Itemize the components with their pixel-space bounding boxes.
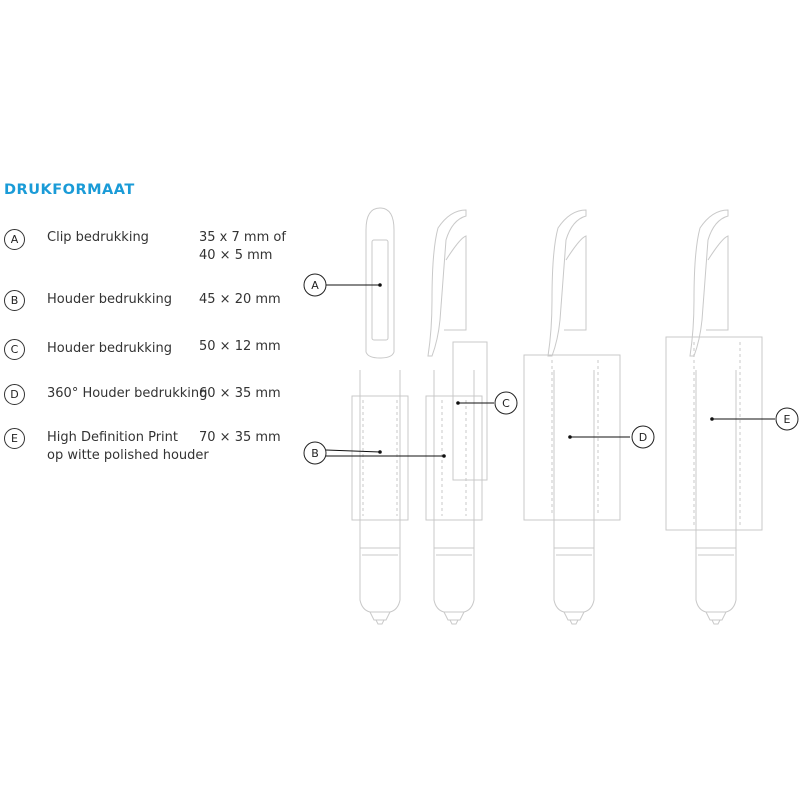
section-title: DRUKFORMAAT — [4, 182, 135, 198]
clip-print-area-a — [372, 240, 388, 340]
pen-side-illustration-d — [524, 210, 620, 624]
legend-size-line2: 40 × 5 mm — [199, 248, 273, 263]
callout-label-d: D — [638, 431, 648, 444]
legend-label: Clip bedrukking — [47, 230, 149, 245]
callout-label-b: B — [311, 447, 319, 460]
legend-badge: E — [4, 428, 25, 449]
legend-badge: A — [4, 229, 25, 250]
legend-size: 50 × 12 mm — [199, 339, 281, 354]
pen-side-illustration-bc — [426, 210, 487, 624]
legend-badge: C — [4, 339, 25, 360]
legend-size: 60 × 35 mm — [199, 386, 281, 401]
pen-front-illustration — [352, 208, 408, 624]
print-area-e — [666, 337, 762, 530]
legend-label: Houder bedrukking — [47, 292, 172, 307]
leader-b-front — [326, 450, 380, 452]
legend-badge: D — [4, 384, 25, 405]
legend-label-line2: op witte polished houder — [47, 448, 209, 463]
legend-label-line1: High Definition Print — [47, 430, 178, 445]
legend-size-line1: 35 x 7 mm of — [199, 230, 286, 245]
legend-label: 360° Houder bedrukking — [47, 386, 208, 401]
legend-size: 45 × 20 mm — [199, 292, 281, 307]
pen-side-illustration-e — [666, 210, 762, 624]
legend-badge: B — [4, 290, 25, 311]
legend-label: Houder bedrukking — [47, 341, 172, 356]
callout-label-a: A — [311, 279, 319, 292]
callout-label-e: E — [783, 413, 791, 426]
legend-size: 70 × 35 mm — [199, 430, 281, 445]
callout-label-c: C — [502, 397, 510, 410]
